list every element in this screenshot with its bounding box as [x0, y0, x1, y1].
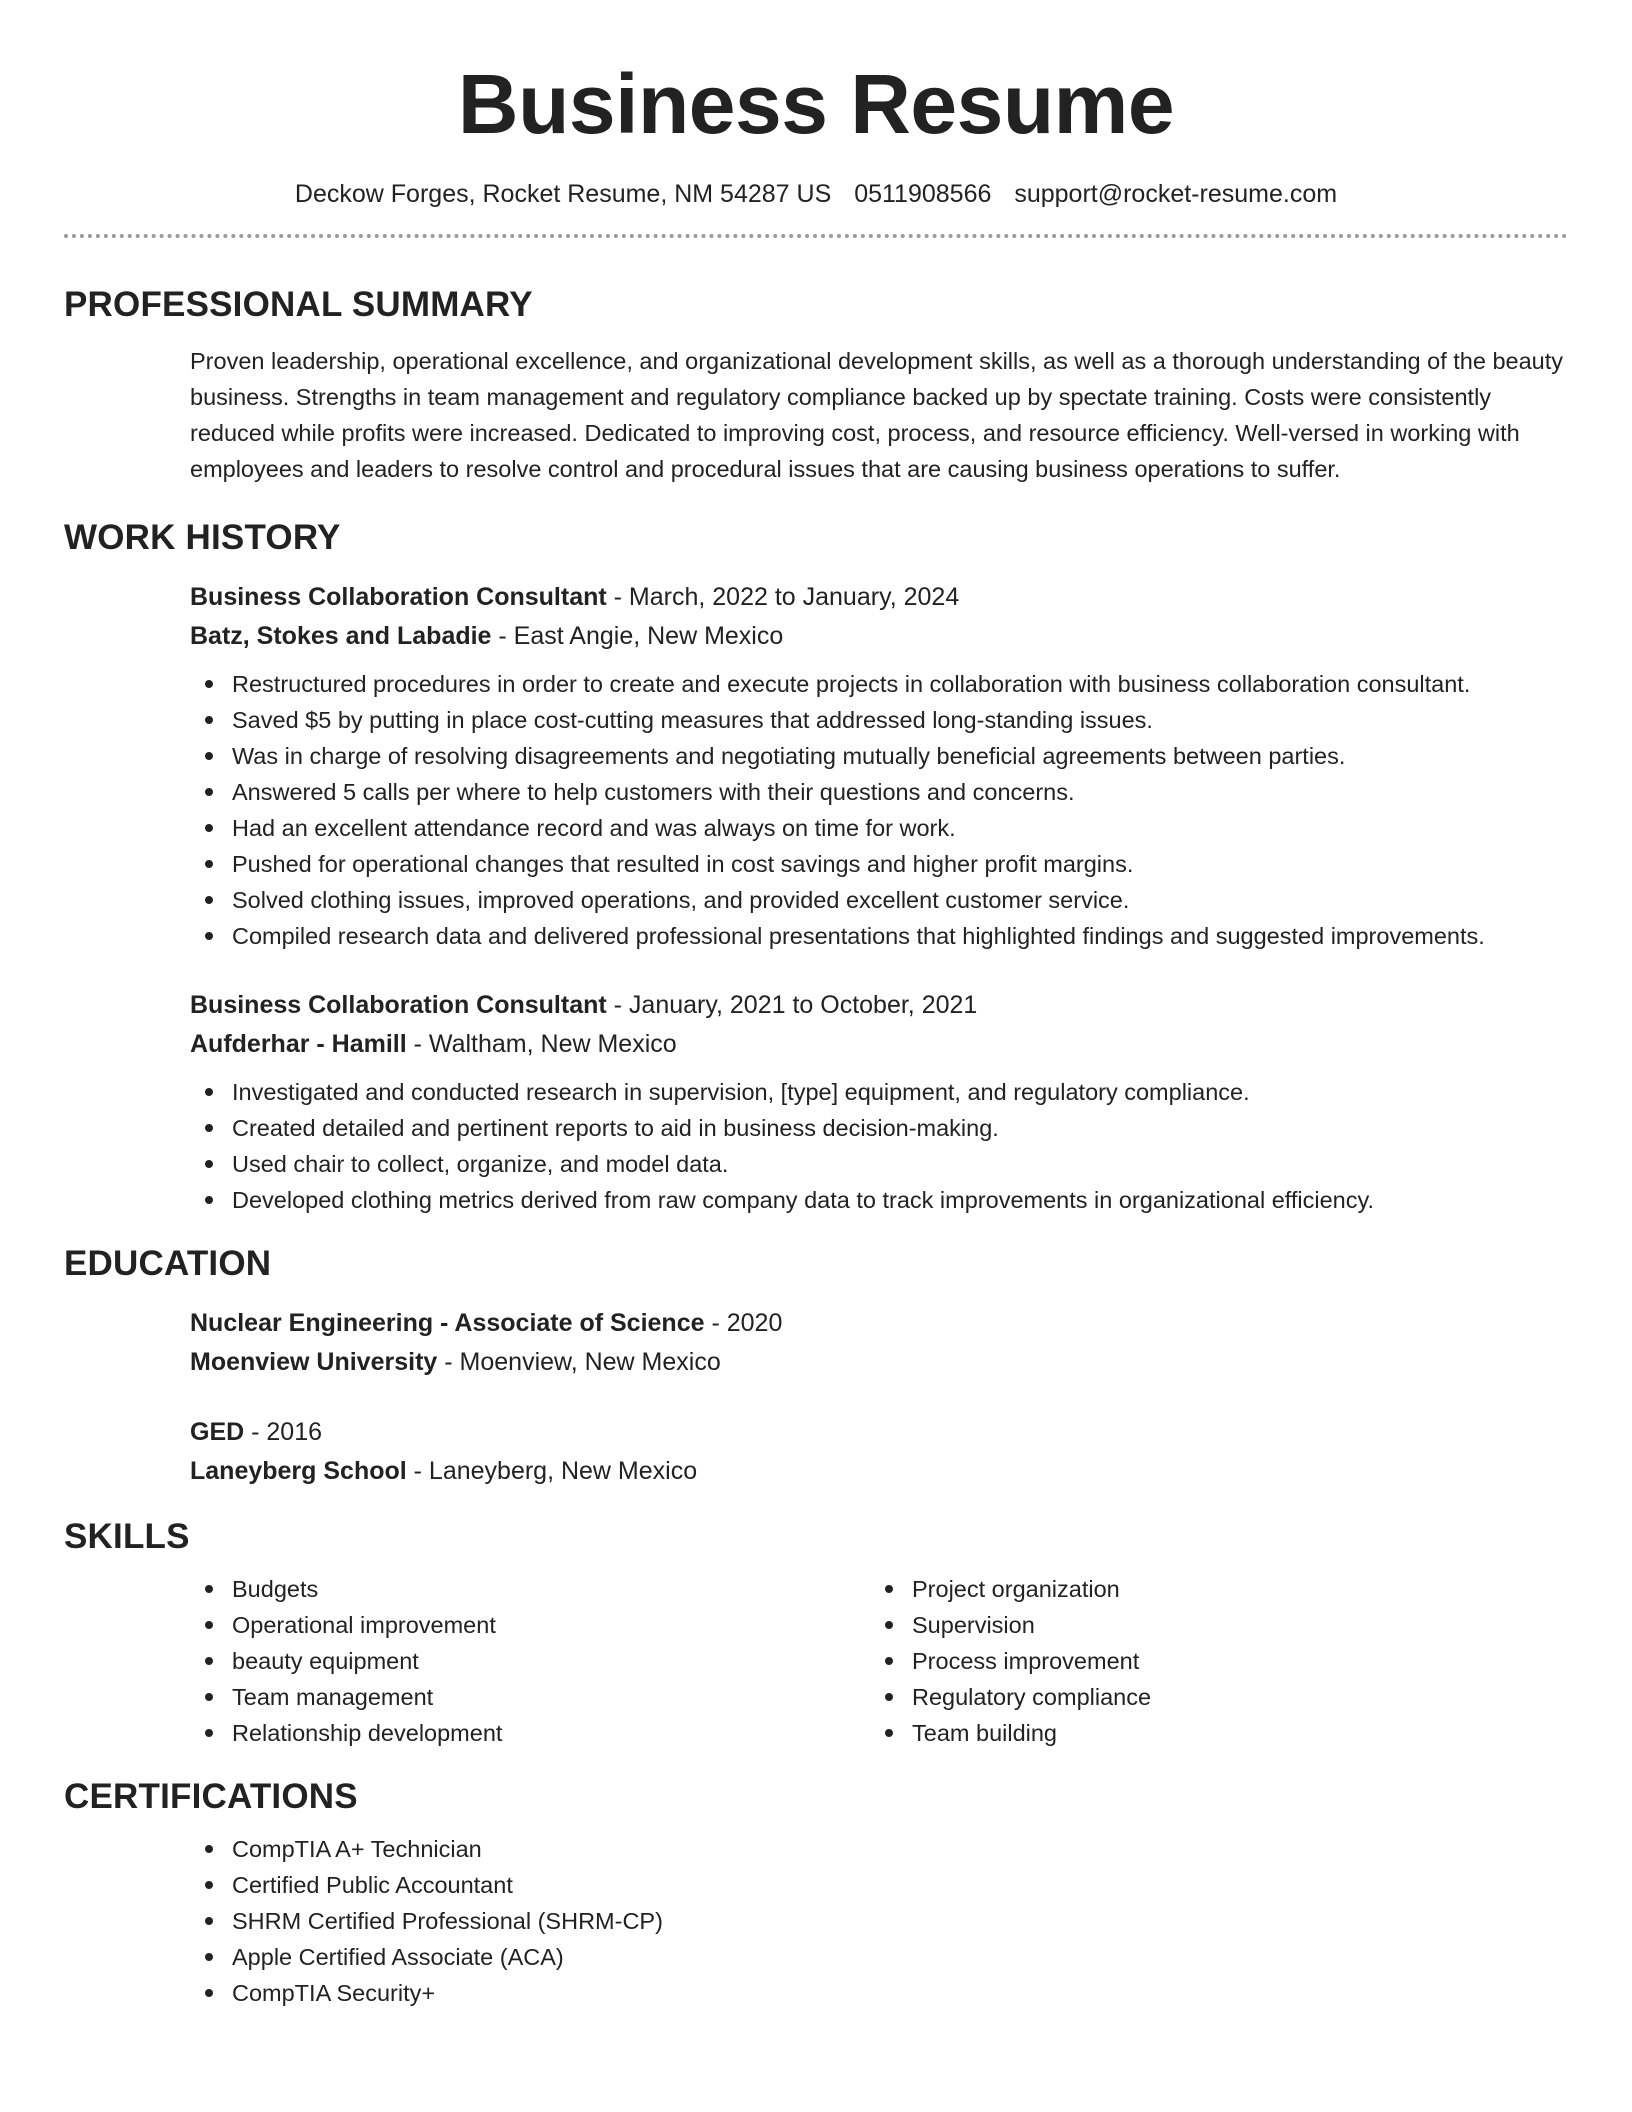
list-item: Apple Certified Associate (ACA) — [188, 1939, 1568, 1975]
list-item: Certified Public Accountant — [188, 1867, 1568, 1903]
job-title-line — [190, 578, 1568, 617]
school-line — [190, 1343, 1568, 1382]
list-item: Answered 5 calls per where to help customers with their questions and concerns. — [188, 774, 1568, 810]
education-entry — [190, 1304, 1568, 1382]
list-item: Developed clothing metrics derived from raw company data to track improvements in organizational efficiency. — [188, 1182, 1568, 1218]
job-title: Business Collaboration Consultant — [190, 583, 607, 611]
certifications-heading: CERTIFICATIONS — [64, 1777, 358, 1816]
contact-address: Deckow Forges, Rocket Resume, NM 54287 US — [294, 180, 832, 208]
job-company: Batz, Stokes and Labadie — [190, 622, 492, 650]
school: Laneyberg School — [190, 1457, 407, 1485]
list-item: SHRM Certified Professional (SHRM-CP) — [188, 1903, 1568, 1939]
school-location: - Moenview, New Mexico — [437, 1348, 721, 1376]
skills-column-right — [868, 1571, 1548, 1751]
list-item: Team management — [188, 1679, 868, 1715]
list-item: Team building — [868, 1715, 1548, 1751]
skills-list — [188, 1571, 1568, 1751]
list-item: beauty equipment — [188, 1643, 868, 1679]
job-title: Business Collaboration Consultant — [190, 991, 607, 1019]
job-dates: - January, 2021 to October, 2021 — [606, 991, 978, 1019]
list-item: CompTIA Security+ — [188, 1975, 1568, 2011]
job-location: - Waltham, New Mexico — [406, 1030, 677, 1058]
education-heading: EDUCATION — [64, 1244, 272, 1283]
job-company-line — [190, 1025, 1568, 1064]
skills-heading: SKILLS — [64, 1517, 190, 1556]
job-entry — [190, 578, 1568, 954]
list-item: Regulatory compliance — [868, 1679, 1548, 1715]
degree: Nuclear Engineering - Associate of Science — [190, 1309, 705, 1337]
list-item: Restructured procedures in order to create and execute projects in collaboration with business collaboration consultant. — [188, 666, 1568, 702]
job-location: - East Angie, New Mexico — [491, 622, 784, 650]
degree-line — [190, 1413, 1568, 1452]
skills-column-left — [188, 1571, 868, 1751]
resume-title: Business Resume — [457, 57, 1175, 151]
list-item: Used chair to collect, organize, and model data. — [188, 1146, 1568, 1182]
list-item: Process improvement — [868, 1643, 1548, 1679]
contact-phone: 0511908566 — [854, 180, 992, 208]
summary-text: Proven leadership, operational excellence, and organizational development skills, as well as a thorough understanding of the beauty business. Strengths in team management and regulatory compliance backed up by spectate training. Costs were consistently reduced while profits were increased. Dedicated to improving cost, process, and resource efficiency. Well-versed in working with employees and leaders to resolve control and procedural issues that are causing business operations to suffer. — [190, 348, 1564, 482]
contact-email: support@rocket-resume.com — [1014, 180, 1338, 208]
summary-heading: PROFESSIONAL SUMMARY — [64, 285, 533, 324]
list-item: Had an excellent attendance record and was always on time for work. — [188, 810, 1568, 846]
degree-year: - 2016 — [244, 1418, 323, 1446]
list-item: Investigated and conducted research in supervision, [type] equipment, and regulatory compliance. — [188, 1074, 1568, 1110]
list-item: Project organization — [868, 1571, 1548, 1607]
list-item: Operational improvement — [188, 1607, 868, 1643]
school: Moenview University — [190, 1348, 438, 1376]
certifications-list — [188, 1831, 1568, 2011]
degree-line — [190, 1304, 1568, 1343]
resume-page — [64, 0, 1568, 2011]
job-dates: - March, 2022 to January, 2024 — [606, 583, 960, 611]
job-bullets — [188, 666, 1568, 954]
list-item: Relationship development — [188, 1715, 868, 1751]
job-title-line — [190, 986, 1568, 1025]
school-line — [190, 1452, 1568, 1491]
job-bullets — [188, 1074, 1568, 1218]
certifications-bullets — [188, 1831, 1568, 2011]
list-item: Compiled research data and delivered professional presentations that highlighted findings and suggested improvements. — [188, 918, 1568, 954]
job-entry — [190, 986, 1568, 1218]
list-item: Was in charge of resolving disagreements and negotiating mutually beneficial agreements between parties. — [188, 738, 1568, 774]
list-item: Pushed for operational changes that resulted in cost savings and higher profit margins. — [188, 846, 1568, 882]
contact-line — [64, 180, 1568, 209]
job-company: Aufderhar - Hamill — [190, 1030, 407, 1058]
list-item: CompTIA A+ Technician — [188, 1831, 1568, 1867]
degree: GED — [190, 1418, 245, 1446]
list-item: Solved clothing issues, improved operations, and provided excellent customer service. — [188, 882, 1568, 918]
list-item: Budgets — [188, 1571, 868, 1607]
job-company-line — [190, 617, 1568, 656]
header-divider — [64, 234, 1568, 238]
list-item: Created detailed and pertinent reports to aid in business decision-making. — [188, 1110, 1568, 1146]
work-history-heading: WORK HISTORY — [64, 518, 341, 557]
list-item: Saved $5 by putting in place cost-cutting measures that addressed long-standing issues. — [188, 702, 1568, 738]
list-item: Supervision — [868, 1607, 1548, 1643]
education-entry — [190, 1413, 1568, 1491]
degree-year: - 2020 — [704, 1309, 783, 1337]
school-location: - Laneyberg, New Mexico — [406, 1457, 698, 1485]
